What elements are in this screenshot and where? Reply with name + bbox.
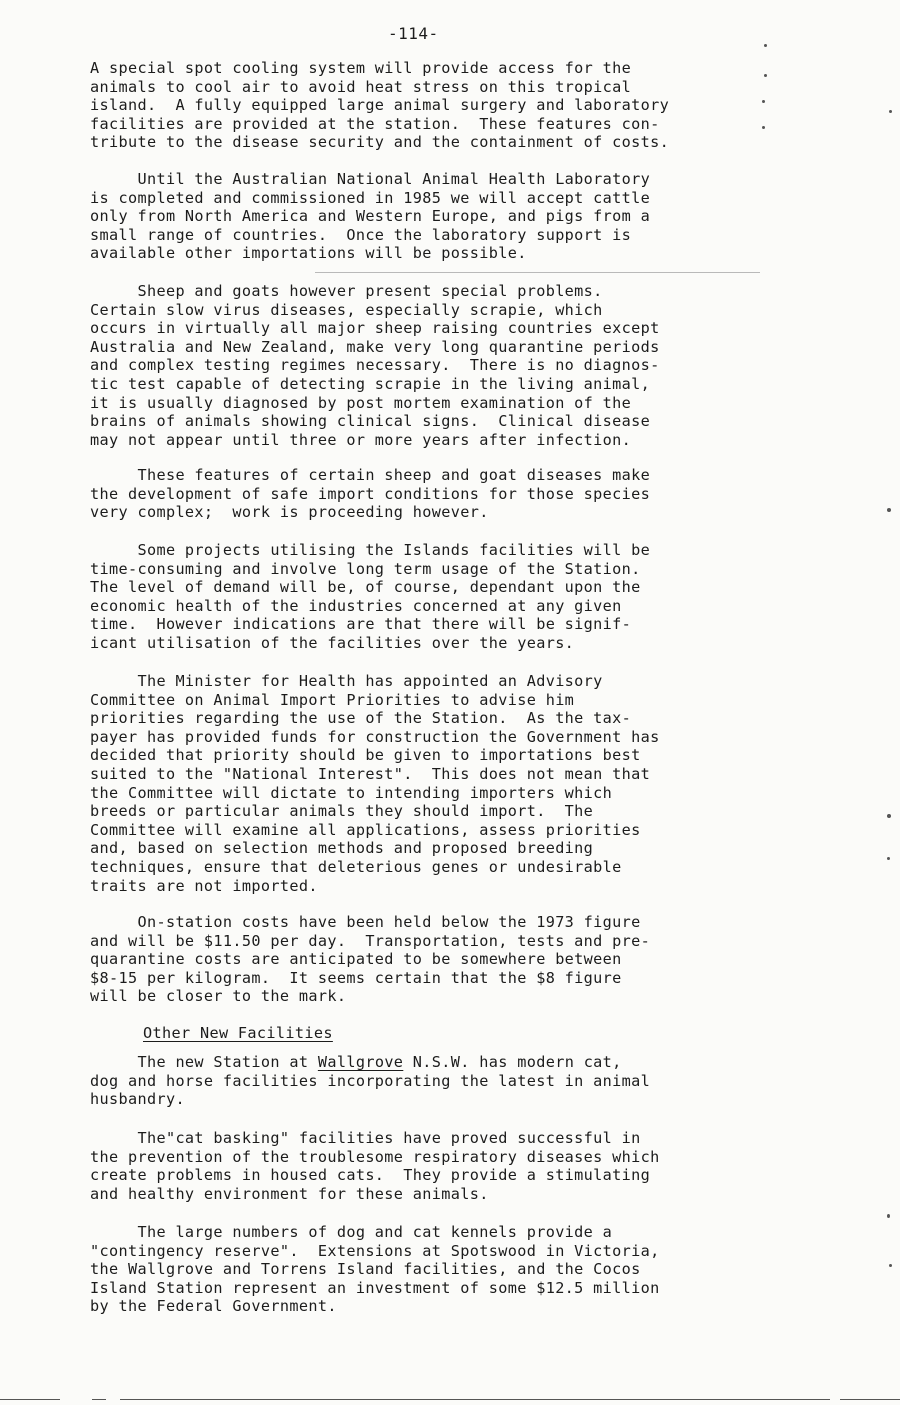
text-line: time-consuming and involve long term usage of the Station. <box>90 559 641 578</box>
bottom-page-rule <box>120 1399 830 1400</box>
text-line: payer has provided funds for construction the Government has <box>90 727 660 746</box>
bottom-page-rule <box>840 1399 900 1400</box>
text-line: the development of safe import conditions for those species <box>90 484 651 503</box>
text-line: it is usually diagnosed by post mortem examination of the <box>90 393 632 412</box>
scan-artifact-speck <box>887 1214 890 1218</box>
text-line: the Wallgrove and Torrens Island facilities, and the Cocos <box>90 1260 641 1279</box>
text-line: will be closer to the mark. <box>90 987 347 1006</box>
text-line: traits are not imported. <box>90 876 318 895</box>
text-line: facilities are provided at the station. These features con- <box>90 114 660 133</box>
text-line: breeds or particular animals they should import. The <box>90 802 594 821</box>
scan-artifact-speck <box>764 74 767 77</box>
text-line: Island Station represent an investment of some $12.5 million <box>90 1278 660 1297</box>
text-line: and, based on selection methods and proposed breeding <box>90 839 594 858</box>
scan-artifact-speck <box>887 508 891 512</box>
text-line: island. A fully equipped large animal surgery and laboratory <box>90 96 670 115</box>
scan-artifact-speck <box>762 126 765 129</box>
scan-artifact-speck <box>764 44 767 47</box>
text-line: priorities regarding the use of the Station. As the tax- <box>90 709 632 728</box>
text-line: and will be $11.50 per day. Transportation, tests and pre- <box>90 931 651 950</box>
paragraph-wallgrove-station <box>90 1053 750 1109</box>
text-line: Some projects utilising the Islands facilities will be <box>90 541 651 559</box>
scan-artifact-speck <box>889 110 892 113</box>
text-line: suited to the "National Interest". This does not mean that <box>90 764 651 783</box>
text-line: Certain slow virus diseases, especially scrapie, which <box>90 300 603 319</box>
text-line: Until the Australian National Animal Health Laboratory <box>90 170 651 188</box>
text-line: icant utilisation of the facilities over the years. <box>90 633 575 652</box>
page-number: -114- <box>388 24 439 43</box>
paragraph-kennels-investment <box>90 1223 750 1316</box>
scan-artifact-speck <box>762 100 765 103</box>
text-line <box>90 1053 750 1072</box>
paragraph-advisory-committee <box>90 672 750 895</box>
text-line: The"cat basking" facilities have proved successful in <box>90 1129 641 1147</box>
paragraph-station-costs <box>90 913 750 1006</box>
text-line: tic test capable of detecting scrapie in the living animal, <box>90 374 651 393</box>
text-line: and complex testing regimes necessary. There is no diagnos- <box>90 356 660 375</box>
text-line: $8-15 per kilogram. It seems certain that the $8 figure <box>90 968 622 987</box>
text-line: occurs in virtually all major sheep raising countries except <box>90 319 660 338</box>
text-line: economic health of the industries concerned at any given <box>90 596 622 615</box>
text-line: quarantine costs are anticipated to be somewhere between <box>90 950 622 969</box>
text-fragment: N.S.W. has modern cat, <box>403 1053 622 1071</box>
text-line: only from North America and Western Europe, and pigs from a <box>90 207 651 226</box>
text-line: Committee will examine all applications, assess priorities <box>90 820 641 839</box>
text-line: the Committee will dictate to intending importers which <box>90 783 613 802</box>
text-line: Committee on Animal Import Priorities to advise him <box>90 690 575 709</box>
text-line: small range of countries. Once the laboratory support is <box>90 225 632 244</box>
text-line: techniques, ensure that deleterious genes or undesirable <box>90 857 622 876</box>
bottom-page-rule <box>0 1399 60 1400</box>
text-line: A special spot cooling system will provide access for the <box>90 59 632 77</box>
text-line: tribute to the disease security and the containment of costs. <box>90 133 670 152</box>
text-line: The level of demand will be, of course, dependant upon the <box>90 578 641 597</box>
scan-artifact-rule <box>315 272 760 273</box>
text-line: Sheep and goats however present special problems. <box>90 282 603 300</box>
underlined-place-name: Wallgrove <box>317 1053 404 1071</box>
text-line: and healthy environment for these animals. <box>90 1184 489 1203</box>
text-fragment: The new Station at <box>90 1053 318 1071</box>
text-line: Australia and New Zealand, make very long quarantine periods <box>90 337 660 356</box>
text-line: time. However indications are that there will be signif- <box>90 615 632 634</box>
text-line: "contingency reserve". Extensions at Spotswood in Victoria, <box>90 1241 660 1260</box>
scan-artifact-speck <box>887 857 890 860</box>
section-heading: Other New Facilities <box>143 1024 333 1042</box>
paragraph-health-laboratory <box>90 170 750 263</box>
text-line: The Minister for Health has appointed an Advisory <box>90 672 603 690</box>
paragraph-cooling-system <box>90 59 750 152</box>
text-line: The large numbers of dog and cat kennels provide a <box>90 1223 613 1241</box>
text-line: dog and horse facilities incorporating the latest in animal <box>90 1071 651 1090</box>
text-line: the prevention of the troublesome respiratory diseases which <box>90 1147 660 1166</box>
text-line: These features of certain sheep and goat diseases make <box>90 466 651 484</box>
scan-artifact-speck <box>889 1264 892 1267</box>
paragraph-sheep-and-goats <box>90 282 750 449</box>
text-line: by the Federal Government. <box>90 1297 337 1316</box>
text-line: husbandry. <box>90 1090 185 1109</box>
text-line: brains of animals showing clinical signs. Clinical disease <box>90 412 651 431</box>
text-line: animals to cool air to avoid heat stress on this tropical <box>90 77 632 96</box>
scan-artifact-speck <box>887 814 891 818</box>
paragraph-island-projects <box>90 541 750 653</box>
text-line: decided that priority should be given to importations best <box>90 746 641 765</box>
text-line: create problems in housed cats. They provide a stimulating <box>90 1166 651 1185</box>
paragraph-import-conditions <box>90 466 750 522</box>
bottom-page-rule <box>92 1399 106 1400</box>
text-line: On-station costs have been held below the 1973 figure <box>90 913 641 931</box>
text-line: available other importations will be possible. <box>90 244 527 263</box>
paragraph-cat-basking <box>90 1129 750 1203</box>
text-line: is completed and commissioned in 1985 we will accept cattle <box>90 188 651 207</box>
text-line: very complex; work is proceeding however. <box>90 503 489 522</box>
text-line: may not appear until three or more years after infection. <box>90 430 632 449</box>
